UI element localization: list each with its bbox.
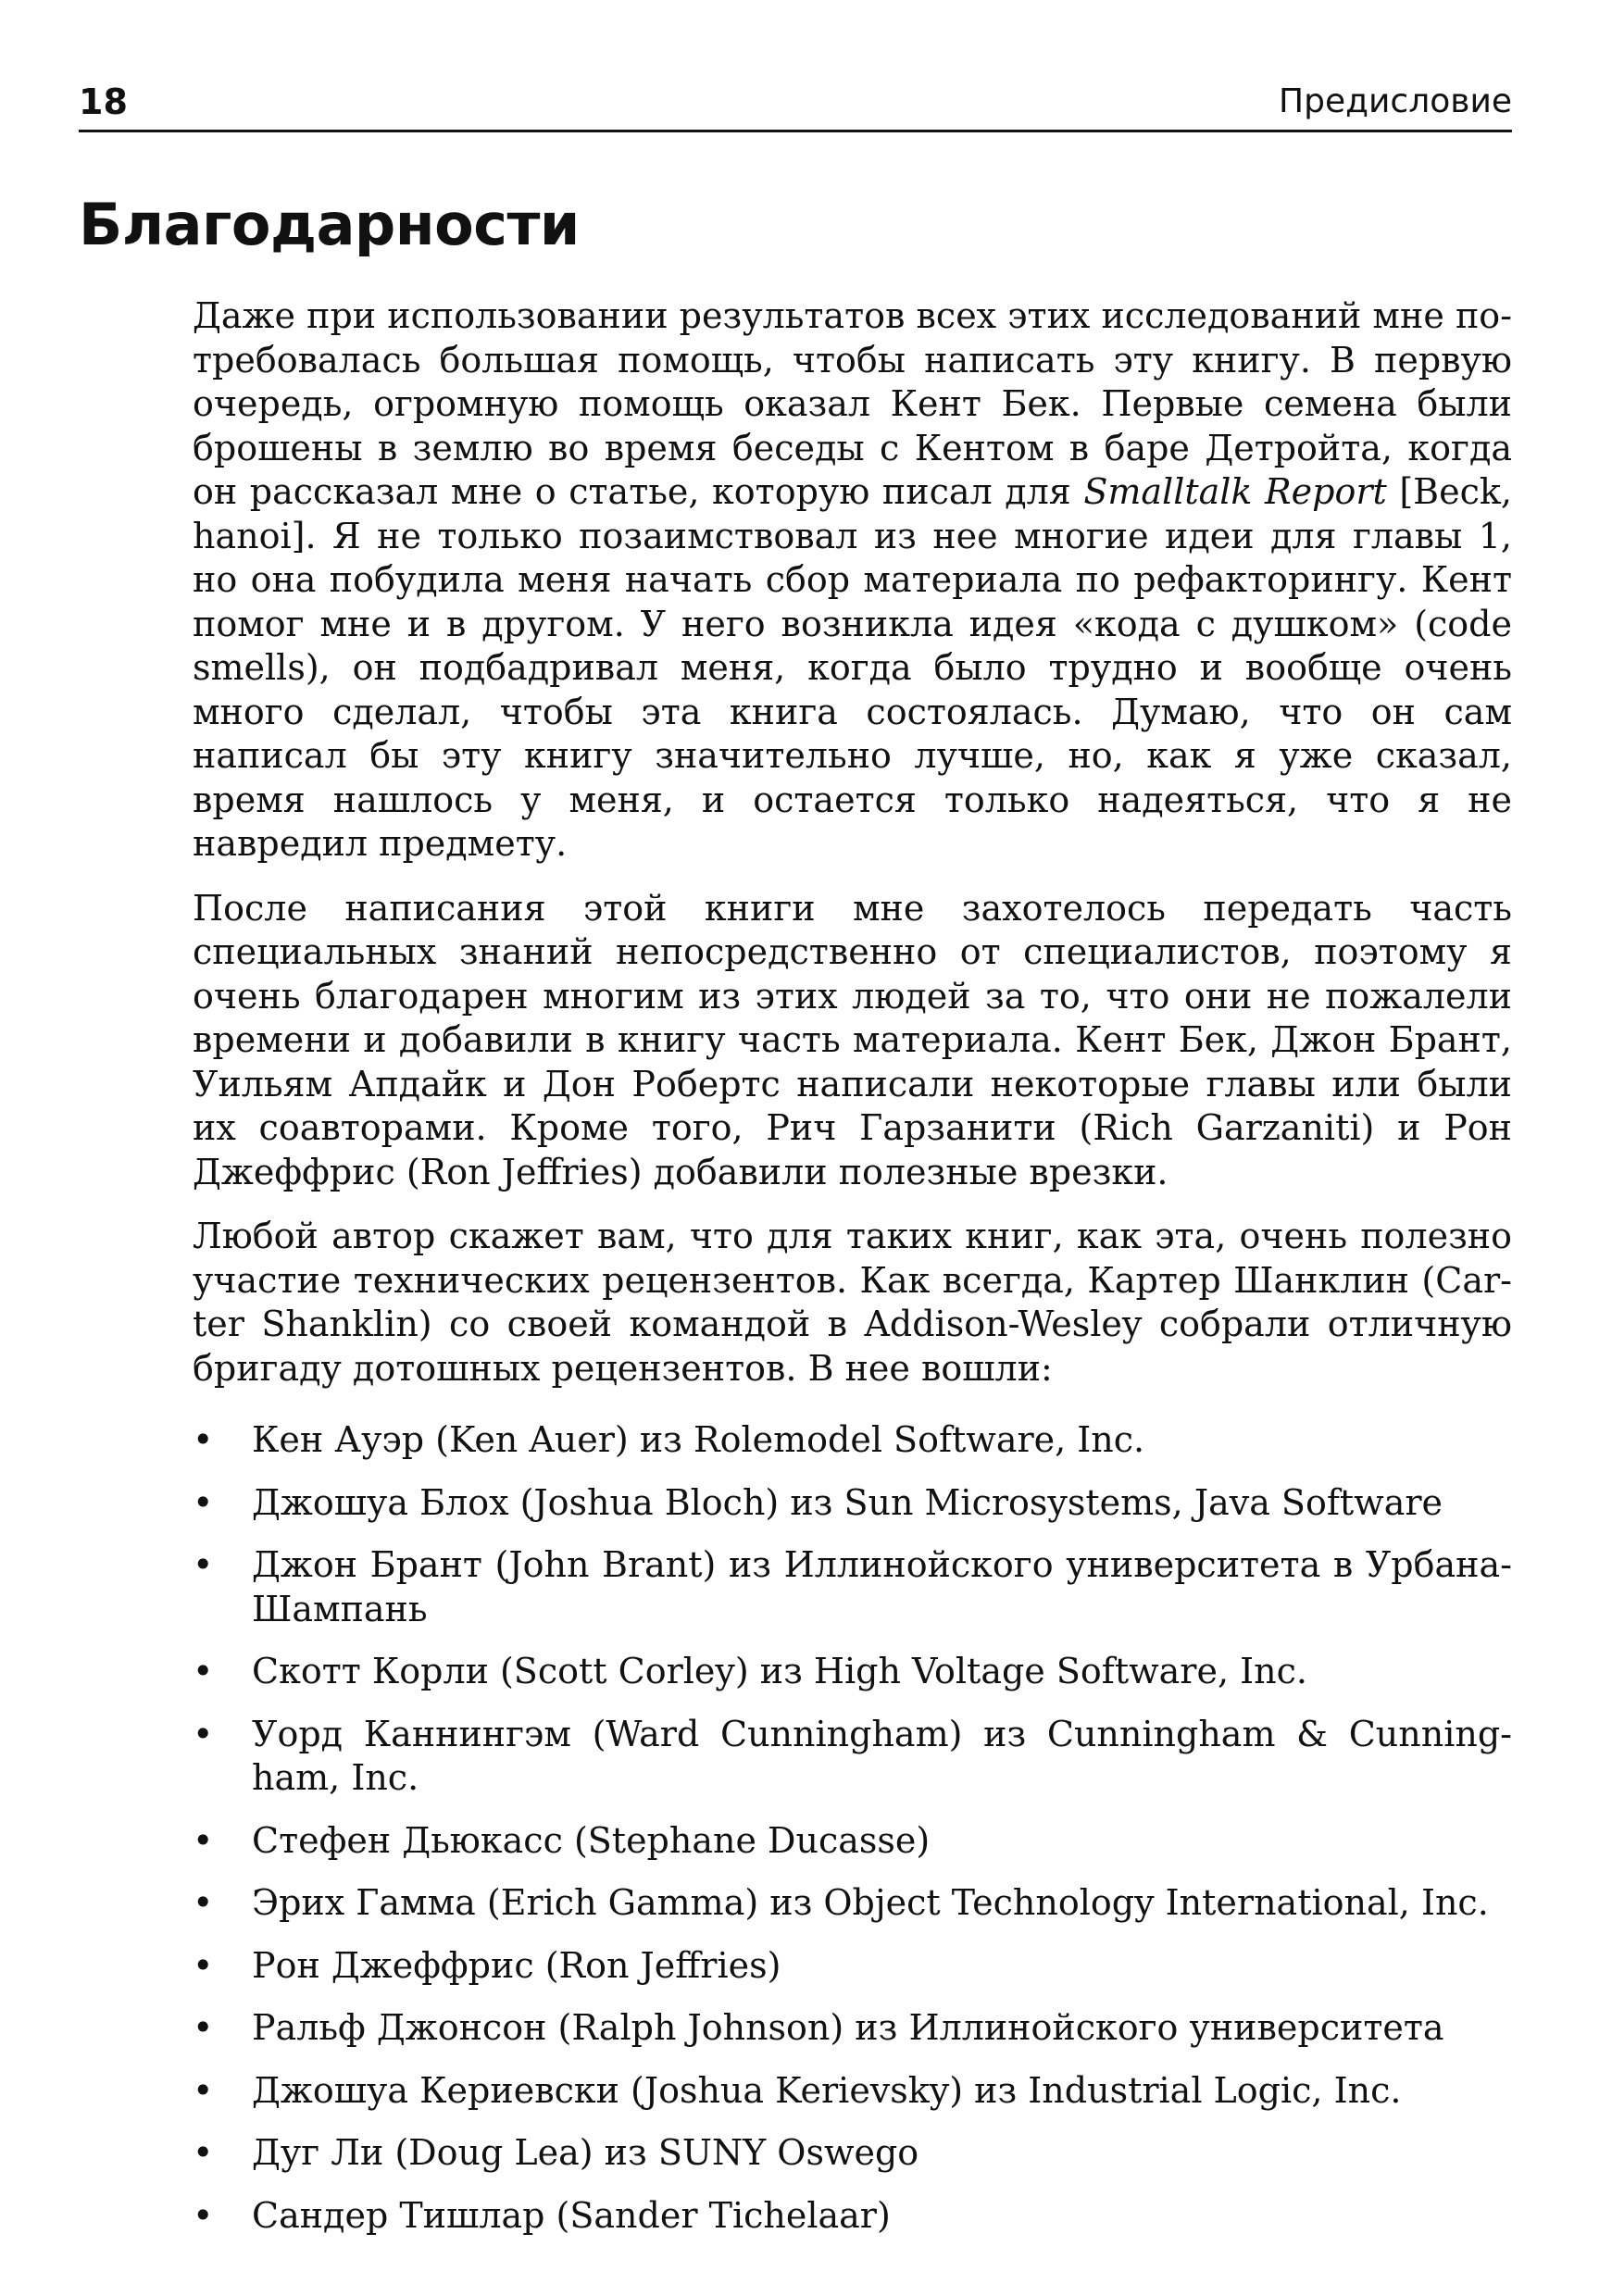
reviewer-text: Сандер Тишлар (Sander Tichelaar) (252, 2194, 891, 2236)
body-text (193, 294, 1512, 2256)
paragraph-1-start: Даже при использовании результатов всех этих исследований мне потребовалась большая помощь, чтобы написать эту книгу. В первую очередь, огромную помощь оказал Кент Бек. Первые семена были брошены в землю во время беседы с Кентом в баре Детройта, когда он рассказал мне о статье, которую писал для (193, 295, 1512, 512)
bullet-icon: • (193, 2069, 214, 2111)
bullet-icon: • (193, 1882, 214, 1923)
reviewer-text: Уорд Каннингэм (Ward Cunningham) из Cunningham & Cunningham, Inc. (252, 1713, 1512, 1798)
list-item (193, 2131, 1512, 2176)
reviewer-text: Дуг Ли (Doug Lea) из SUNY Oswego (252, 2132, 919, 2173)
list-item (193, 1881, 1512, 1926)
list-item (193, 1944, 1512, 1989)
reviewer-text: Стефен Дьюкасс (Stephane Ducasse) (252, 1819, 931, 1861)
list-item (193, 1650, 1512, 1694)
reviewer-text: Эрих Гамма (Erich Gamma) из Object Technology International, Inc. (252, 1882, 1489, 1923)
reviewer-text: Джошуа Блох (Joshua Bloch) из Sun Microsystems, Java Software (252, 1481, 1443, 1523)
running-header (79, 80, 1512, 132)
bullet-icon: • (193, 2132, 214, 2173)
bullet-icon: • (193, 1944, 214, 1986)
reviewer-text: Рон Джеффрис (Ron Jeffries) (252, 1944, 781, 1986)
reviewer-list (193, 1418, 1512, 2238)
list-item (193, 1481, 1512, 1526)
list-item (193, 1543, 1512, 1631)
bullet-icon: • (193, 1419, 214, 1460)
section-title: Благодарности (79, 191, 580, 258)
paragraph-3: Любой автор скажет вам, что для таких книг, как эта, очень полезно участие технических рецензентов. Как всегда, Картер Шанклин (Carter Shanklin) со своей командой в Addison-Wesley собрали отличную бригаду дотошных рецензентов. В нее вошли: (193, 1216, 1512, 1389)
running-section-name: Предисловие (1279, 82, 1512, 120)
paragraph-1 (193, 294, 1512, 867)
bullet-icon: • (193, 1713, 214, 1754)
list-item (193, 1418, 1512, 1463)
reviewer-text: Джошуа Кериевски (Joshua Kerievsky) из Industrial Logic, Inc. (252, 2069, 1402, 2111)
bullet-icon: • (193, 1651, 214, 1691)
page-number: 18 (79, 81, 128, 122)
reviewer-text: Кен Ауэр (Ken Auer) из Rolemodel Software, Inc. (252, 1419, 1145, 1460)
bullet-icon: • (193, 1544, 214, 1585)
reviewer-text: Джон Брант (John Brant) из Иллинойского университета в Урбана-Шампань (252, 1544, 1512, 1629)
journal-title-italic: Smalltalk Report (1083, 471, 1387, 512)
bullet-icon: • (193, 1819, 214, 1861)
bullet-icon: • (193, 2007, 214, 2048)
list-item (193, 2006, 1512, 2051)
list-item (193, 1819, 1512, 1864)
list-item (193, 1713, 1512, 1801)
bullet-icon: • (193, 2194, 214, 2236)
reviewer-text: Ральф Джонсон (Ralph Johnson) из Иллинойского университета (252, 2007, 1444, 2048)
paragraph-2: После написания этой книги мне захотелось передать часть специальных знаний непосредственно от специалистов, поэтому я очень благодарен многим из этих людей за то, что они не пожалели времени и добавили в книгу часть материала. Кент Бек, Джон Брант, Уильям Апдайк и Дон Робертс написали некоторые главы или были их соавторами. Кроме того, Рич Гарзанити (Rich Garzaniti) и Рон Джеффрис (Ron Jeffries) добавили полезные врезки. (193, 887, 1512, 1192)
list-item (193, 2069, 1512, 2114)
bullet-icon: • (193, 1481, 214, 1523)
list-item (193, 2194, 1512, 2239)
reviewer-text: Скотт Корли (Scott Corley) из High Voltage Software, Inc. (252, 1651, 1307, 1691)
paragraph-1-end: [Beck, hanoi]. Я не только позаимствовал из нее многие идеи для главы 1, но она побудила меня начать сбор материала по рефакторингу. Кент помог мне и в другом. У него возникла идея «кода с душком» (code smells), он подбадривал меня, когда было трудно и вообще очень много сделал, чтобы эта книга состоялась. Думаю, что он сам написал бы эту книгу значительно лучше, но, как я уже сказал, время нашлось у меня, и остается только надеяться, что я не навредил предмету. (193, 471, 1512, 864)
